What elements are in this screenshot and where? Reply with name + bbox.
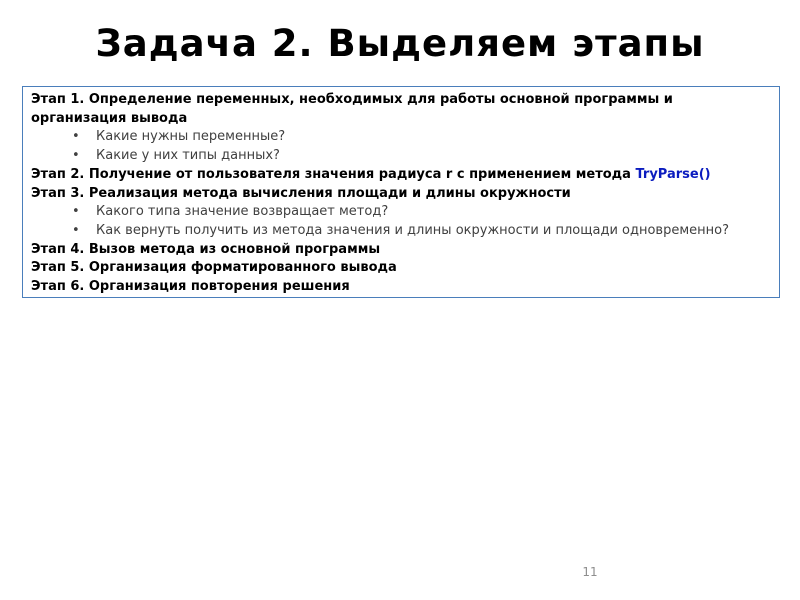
stage-5: Этап 5. Организация форматированного вывода <box>31 260 397 276</box>
bullet-item <box>31 222 771 241</box>
bullet-item <box>31 128 771 147</box>
bullet-text: Какие нужны переменные? <box>96 129 286 145</box>
stage-6: Этап 6. Организация повторения решения <box>31 279 350 295</box>
bullet-icon: • <box>72 148 80 164</box>
stage-2 <box>31 166 771 185</box>
stage-3: Этап 3. Реализация метода вычисления площади и длины окружности <box>31 185 571 201</box>
method-name: TryParse() <box>635 166 711 182</box>
stages-box <box>22 86 780 298</box>
stage-4: Этап 4. Вызов метода из основной программы <box>31 241 381 257</box>
stage-1: Этап 1. Определение переменных, необходимых для работы основной программы и организация вывода <box>31 92 673 126</box>
bullet-text: Как вернуть получить из метода значения и длины окружности и площади одновременно? <box>96 222 730 238</box>
bullet-icon: • <box>72 129 80 145</box>
bullet-icon: • <box>72 204 80 220</box>
bullet-icon: • <box>72 222 80 238</box>
bullet-item <box>31 147 771 166</box>
bullet-item <box>31 203 771 222</box>
bullet-text: Какие у них типы данных? <box>96 148 280 164</box>
page-number: 11 <box>582 565 598 579</box>
slide-title: Задача 2. Выделяем этапы <box>95 22 705 65</box>
stage-2-text: Этап 2. Получение от пользователя значения радиуса r с применением метода <box>31 166 636 182</box>
bullet-text: Какого типа значение возвращает метод? <box>96 204 389 220</box>
